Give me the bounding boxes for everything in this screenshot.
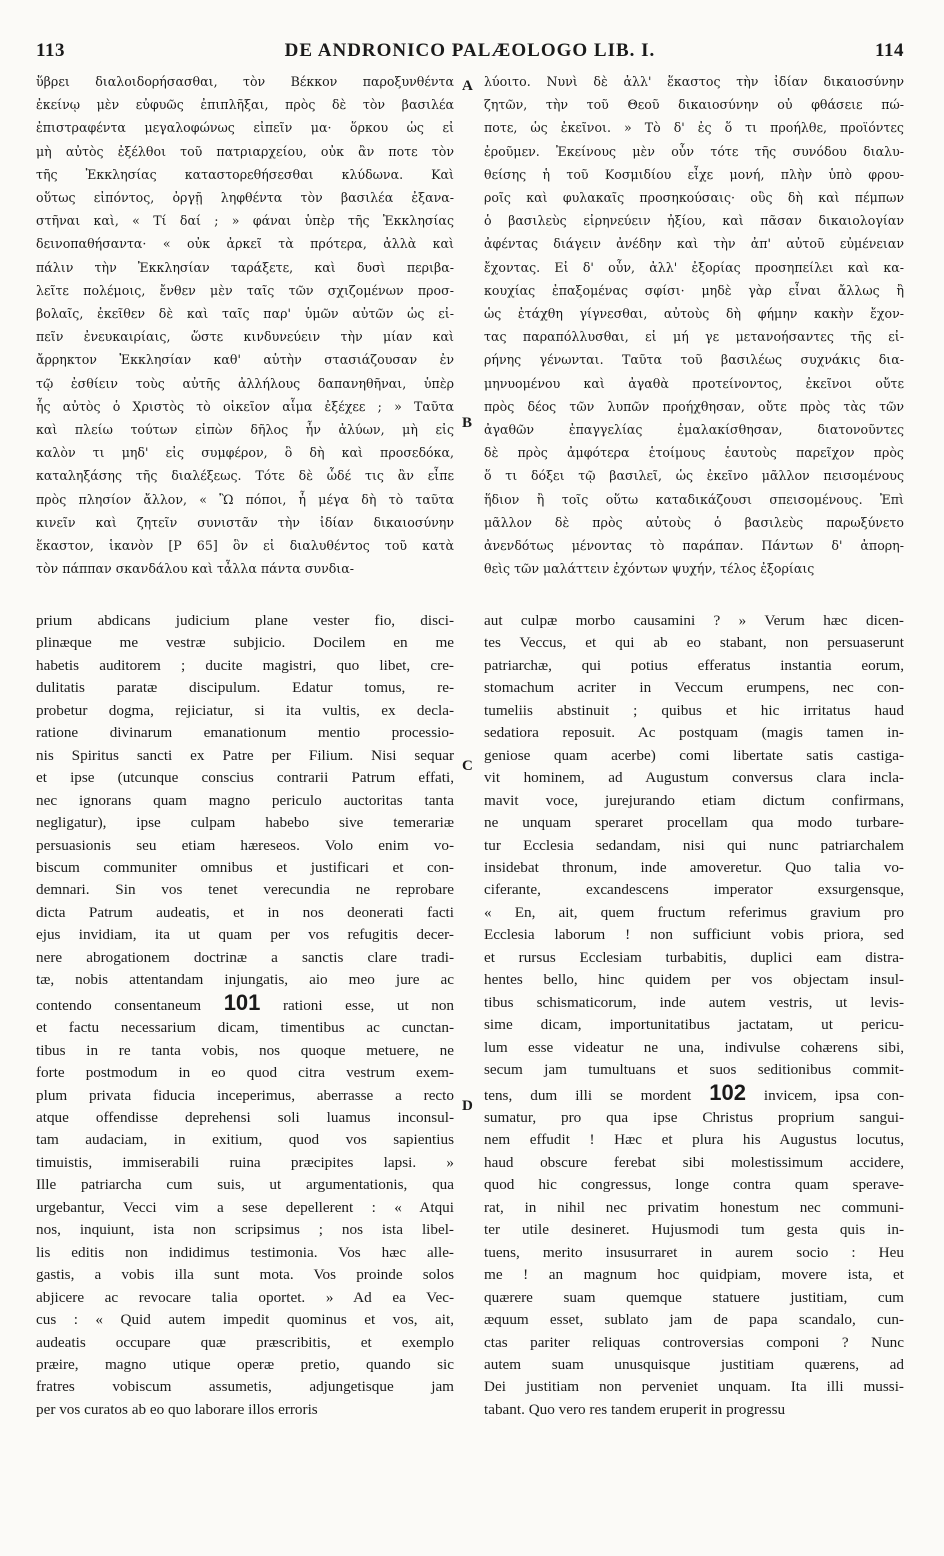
text-line: ἔχοντας. Εἰ δ' οὖν, ἀλλ' ἐξορίας προσηπείλει καὶ κα- [484,259,904,275]
text-line: στῆναι καὶ, « Τί δαί ; » φάναι ὑπὲρ τῆς Ἐκκλησίας [36,213,454,229]
text-line: dulitatis paratæ discipulum. Edatur tomus, re- [36,679,454,697]
margin-letter-b: B [462,415,473,431]
text-line: vit hominem, ad Augustum conversus clara incla- [484,769,904,787]
text-line: secum jam tumultuans et suos seditionibus commit- [484,1061,904,1079]
text-line: κινεῖν καὶ ζητεῖν συνιστᾶν τὴν ἰδίαν δικαιοσύνην [36,514,454,530]
text-line: ratione divinarum emanationum mentio processio- [36,724,454,742]
text-line: tabant. Quo vero res tandem eruperit in progressu [484,1400,786,1418]
page-number-right: 114 [875,40,904,61]
text-line: θεὶς τῶν μαλάττειν ἐχόντων ψυχήν, τέλος ἐξορίαις [484,561,815,577]
text-line: βολαῖς, ἐκεῖθεν δὲ καὶ ταῖς παρ' ὑμῶν αὐτῶν ὡς εἰ- [36,306,454,322]
text-line: θείσης ἡ τοῦ Κοσμιδίου εἶχε μονή, πλὴν ὑπὸ φρου- [484,166,904,182]
text-line: πεῖν ἐνευκαιρίαις, ὥστε κινδυνεύειν τὴν μίαν καὶ [36,329,454,345]
text-line: gastis, a vobis illa sunt mota. Vos proinde solos [36,1266,454,1284]
text-line: rat, in nihil nec privatim honestum nec communi- [484,1198,904,1216]
greek-column-right [484,70,904,590]
text-line: μὴ αὐτὸς ἐξέλθοι τοῦ πατριαρχείου, οὐκ ἂν ποτε τὸν [36,143,454,159]
text-line: ἐπιστραφέντα μεγαλοφώνως εἰπεῖν μα· ὅρκου ὡς εἰ [36,120,454,136]
text-line: λεῖτε πολέμοις, ἔνθεν μὲν ταῖς τῶν σχιζομένων προσ- [36,282,454,298]
text-line: πρὸς πλησίον ἄλλον, « Ὢ πόποι, ἦ μέγα δὴ τὸ ταῦτα [36,491,454,507]
text-line: autem suam unusquisque justitiam quærens, ad [484,1355,904,1373]
text-line: ἄρρηκτον Ἐκκλησίαν καθ' αὑτὴν στασιάζουσαν ἐν [36,352,454,368]
text-line: atque offendisse deprehensi soli luamus inconsul- [36,1108,454,1126]
text-line: cus : « Quid autem impedit quominus et vos, ait, [36,1311,454,1329]
text-line: ἐκείνῳ μὲν εὐφυῶς ἐπιπλῆξαι, πρὸς δὲ τὸν βασιλέα [36,97,454,113]
text-line: ρήνης γένωνται. Ταῦτα τοῦ βασιλέως συχνάκις δια- [484,352,904,368]
text-line: sime dicam, importunitatibus jactatam, ut pericu- [484,1016,904,1034]
text-line: ποτε, ὡς ἐκεῖνοι. » Τὸ δ' ἐς ὅ τι προήλθε, προϊόντες [484,120,904,136]
text-line: τας παραπόλλυσθαι, εἰ μή γε μετανοήσαντες τῆς εἰ- [484,329,904,345]
text-line: τῷ ἐσθίειν τοὺς αὐτῆς ἀλλήλους δαπανηθῆναι, ὑπὲρ [36,375,454,391]
text-line: πάλιν τὴν Ἐκκλησίαν ταράξετε, καὶ δυσὶ περιβα- [36,259,454,275]
text-line: καταληξάσης τῆς διαλέξεως. Τότε δὲ ὧδέ τις ἂν εἶπε [36,468,454,484]
text-line: nec ignorans quam magno periculo auctoritas tanta [36,791,454,809]
text-line: κουχίας ἐπαξομένας σφίσι· μηδὲ γὰρ εἶναι ἄλλως ἢ [484,282,904,298]
text-line: sumatur, pro qua ipse Christus proprium sangui- [484,1108,904,1126]
text-line: tens, dum illi se mordent 102 invicem, ipsa con- [484,1081,904,1105]
text-line: ctas pariter reliquas controversias componi ? Nunc [484,1333,904,1351]
text-line: ejus invidiam, ita ut quam per vos refugitis decer- [36,926,454,944]
page-number-left: 113 [36,40,65,61]
text-line: patriarchæ, qui potius efferatus instantia eorum, [484,656,904,674]
text-line: urgebantur, Vecci vim a sese depellerent : « Atqui [36,1198,454,1216]
text-line: habetis auditorem ; ducite magistri, quo libet, cre- [36,656,454,674]
running-header [36,34,904,68]
text-line: plum privata fiducia inceperimus, aberrasse a recto [36,1086,454,1104]
text-line: ne unquam speraret procellam qua modo turbare- [484,814,904,832]
text-line: haud obscure ferebat sibi molestissimum accidere, [484,1153,904,1171]
text-line: δὲ πρὸς ἀμφότερα ἑτοίμους ἑαυτοὺς παρεῖχον πρὸς [484,445,904,461]
text-line: ἐροῦμεν. Ἐκείνους μὲν οὖν τότε τῆς συνόδου διαλυ- [484,143,904,159]
text-line: hentes bello, hinc quidem per vos objectam insul- [484,971,904,989]
text-line: quærere suam quemque statuere justitiam, cum [484,1288,904,1306]
text-line: et factu necessarium dicam, timentibus ac cunctan- [36,1019,454,1037]
text-line: mavit voce, jurejurando etiam dictum confirmans, [484,791,904,809]
latin-column-right [484,610,904,1530]
greek-column-left [36,70,454,590]
text-line: æquum esset, sublato jam de papa scandalo, cun- [484,1311,904,1329]
text-line: tibus in re tanta vobis, nos quoque metuere, ne [36,1041,454,1059]
text-line: biscum communiter omnibus et justificari et con- [36,858,454,876]
text-line: per vos curatos ab eo quo laborare illos erroris [36,1400,318,1418]
latin-column-left [36,610,454,1530]
text-line: ὕβρει διαλοιδορήσασθαι, τὸν Βέκκον παροξυνθέντα [36,74,454,89]
margin-letter-a: A [462,78,473,94]
text-line: nis Spiritus sancti ex Patre per Filium. Nisi sequar [36,746,454,764]
margin-letter-d: D [462,1098,473,1114]
text-line: nere abrogationem doctrinæ a sanctis clare tradi- [36,948,454,966]
text-line: μᾶλλον δὲ πρὸς αὐτοὺς ὁ βασιλεὺς παρωξύνετο [484,514,904,530]
text-line: demnari. Sin vos tenet verecundia ne reprobare [36,881,454,899]
text-line: et rursus Ecclesiam turbabitis, duplici eam distra- [484,948,904,966]
text-line: Dei justitiam non perveniet unquam. Ita illi mussi- [484,1378,904,1396]
text-line: tes Veccus, et qui ab eo stabant, non persuaserunt [484,634,904,652]
running-title: DE ANDRONICO PALÆOLOGO LIB. I. [284,40,656,61]
text-line: λύοιτο. Νυνὶ δὲ ἀλλ' ἕκαστος τὴν ἰδίαν δικαιοσύνην [484,74,904,89]
text-line: ροῖς καὶ φυλακαῖς προσηκούσαις· οὓς δὴ καὶ πέμπων [484,190,904,206]
text-line: quod hic congressus, longe contra quam sperave- [484,1176,904,1194]
text-line: probetur dogma, rejiciatur, si ita vultis, ex decla- [36,701,454,719]
text-line: ἥδιον ἢ τοῖς οὕτω καταδικάζουσι σπεισομένους. Ἐπὶ [484,491,904,507]
text-line: persuasionis seu etiam hæreseos. Volo enim vo- [36,836,454,854]
page-marker: 102 [709,1081,746,1105]
text-line: nem effudit ! Hæc et plura his Augustus locutus, [484,1131,904,1149]
text-line: sedatiora reposuit. Ac postquam (magis tamen in- [484,724,904,742]
text-line: insidebat thronum, inde amoveretur. Quo talia vo- [484,858,904,876]
text-line: timuistis, immiserabili ruina præcipites lapsi. » [36,1153,454,1171]
text-line: μηνυομένου καὶ ἀγαθὰ προτείνοντος, ἐκεῖνοι οὔτε [484,375,904,391]
text-line: τὸν πάππαν σκανδάλου καὶ τἆλλα πάντα συνδια- [36,561,355,577]
text-line: tæ, nobis attentandam injungatis, aio meo jure ac [36,971,454,989]
text-line: οὕτως εἰπόντος, ὀργῇ ληφθέντα τὸν βασιλέα ἐξανα- [36,190,454,206]
text-line: πρὸς δέος τῶν λυπῶν προήχθησαν, οὔτε πρὸς τὰς τῶν [484,398,904,414]
text-line: contendo consentaneum 101 rationi esse, ut non [36,991,454,1015]
text-line: ζητῶν, τὴν τοῦ Θεοῦ δικαιοσύνην οὐ φθάσειε πώ- [484,97,904,113]
text-line: ciferante, excandescens imperator exsurgensque, [484,881,904,899]
text-line: ἀγαθῶν ἐπαγγελίας ἐμαλακίσθησαν, διατονοῦντες [484,422,904,438]
text-line: me ! an magnum hoc quidpiam, movere ista, et [484,1266,904,1284]
text-line: δεινοπαθήσαντα· « οὐκ ἀρκεῖ τὰ πρότερα, ἀλλὰ καὶ [36,236,454,252]
text-line: abjicere ac revocare talia oportet. » Ad ea Vec- [36,1288,454,1306]
text-line: ἧς αὐτὸς ὁ Χριστὸς τὸ οἰκεῖον αἷμα ἐξέχεε ; » Ταῦτα [36,398,454,414]
text-line: ὡς ἐτάχθη γίγνεσθαι, αὐτοὺς δὴ φήμην κακὴν ἔχον- [484,306,904,322]
text-line: ὅ τι δόξει τῷ βασιλεῖ, ὡς ἐκεῖνο μᾶλλον πεισομένους [484,468,904,484]
text-line: ὁ βασιλεὺς εἰρηνεύειν ἠξίου, καὶ πᾶσαν δικαιολογίαν [484,213,904,229]
text-line: stomachum acriter in Veccum erumpens, nec con- [484,679,904,697]
text-line: nos, inquiunt, ista non scripsimus ; nos ista libel- [36,1221,454,1239]
text-line: « En, ait, quem fructum referimus gravium pro [484,903,904,921]
text-line: fratres vobiscum assumetis, adjungetisque jam [36,1378,454,1396]
text-line: forte postmodum in eo quod citra vestrum exem- [36,1064,454,1082]
text-line: tuens, merito insusurraret in aurem socio : Heu [484,1243,904,1261]
text-line: καὶ πλείω τούτων εἰπὼν δῆλος ἦν ἀλύων, μὴ εἰς [36,422,454,438]
page-marker: 101 [223,991,261,1015]
text-line: Ecclesia laborum ! non sufficiunt vobis priora, sed [484,926,904,944]
text-line: dicta Patrum audeatis, et in nos deonerati facti [36,903,454,921]
text-line: tam audaciam, in exitium, quod vos sapientius [36,1131,454,1149]
text-line: lis editis non indidimus testimonia. Vos hæc alle- [36,1243,454,1261]
text-line: tur Ecclesia sedandam, nisi qui nunc patriarchalem [484,836,904,854]
text-line: lum esse videatur ne una, indivulse cohærens sibi, [484,1038,904,1056]
text-line: geniose quam acerbe) comi libertate satis castiga- [484,746,904,764]
text-line: ἀνενδότως μένοντας τὸ παράπαν. Πάντων δ' ἀπορη- [484,538,904,554]
text-line: ἕκαστον, ἱκανὸν [P 65] ὃν εἰ διαλυθέντος τοῦ κατὰ [36,538,454,554]
text-line: et ipse (utcunque conscius contrarii Patrum effati, [36,769,454,787]
text-line: plinæque me vestræ subjicio. Docilem en me [36,634,454,652]
text-line: audeatis occupare quæ præscribitis, et exemplo [36,1333,454,1351]
text-line: tumeliis abstinuit ; quibus et hic irritatus haud [484,701,904,719]
text-line: negligatur), ipse culpam habebo sive temerariæ [36,814,454,832]
text-line: ter utile desineret. Hujusmodi tum gesta quis in- [484,1221,904,1239]
margin-letter-c: C [462,758,473,774]
text-line: ἀφέντας διάγειν ἀνέδην καὶ τὴν ἀπ' αὐτοῦ εὐμένειαν [484,236,904,252]
text-line: Ille patriarcha cum suis, ut argumentationis, qua [36,1176,454,1194]
text-line: tibus schismaticorum, inde autem vestris, ut levis- [484,993,904,1011]
text-line: præire, magno utique operæ pretio, quando sic [36,1355,454,1373]
text-line: prium abdicans judicium plane vester fio, disci- [36,612,454,629]
text-line: τῆς Ἐκκλησίας καταστορεθήσεσθαι κλύδωνα. Καὶ [36,166,454,182]
text-line: aut culpæ morbo causamini ? » Verum hæc dicen- [484,612,904,629]
text-line: καλὸν τι μηδ' εἰς συμφέρον, ὃ δὴ καὶ προσεδόκα, [36,445,454,461]
